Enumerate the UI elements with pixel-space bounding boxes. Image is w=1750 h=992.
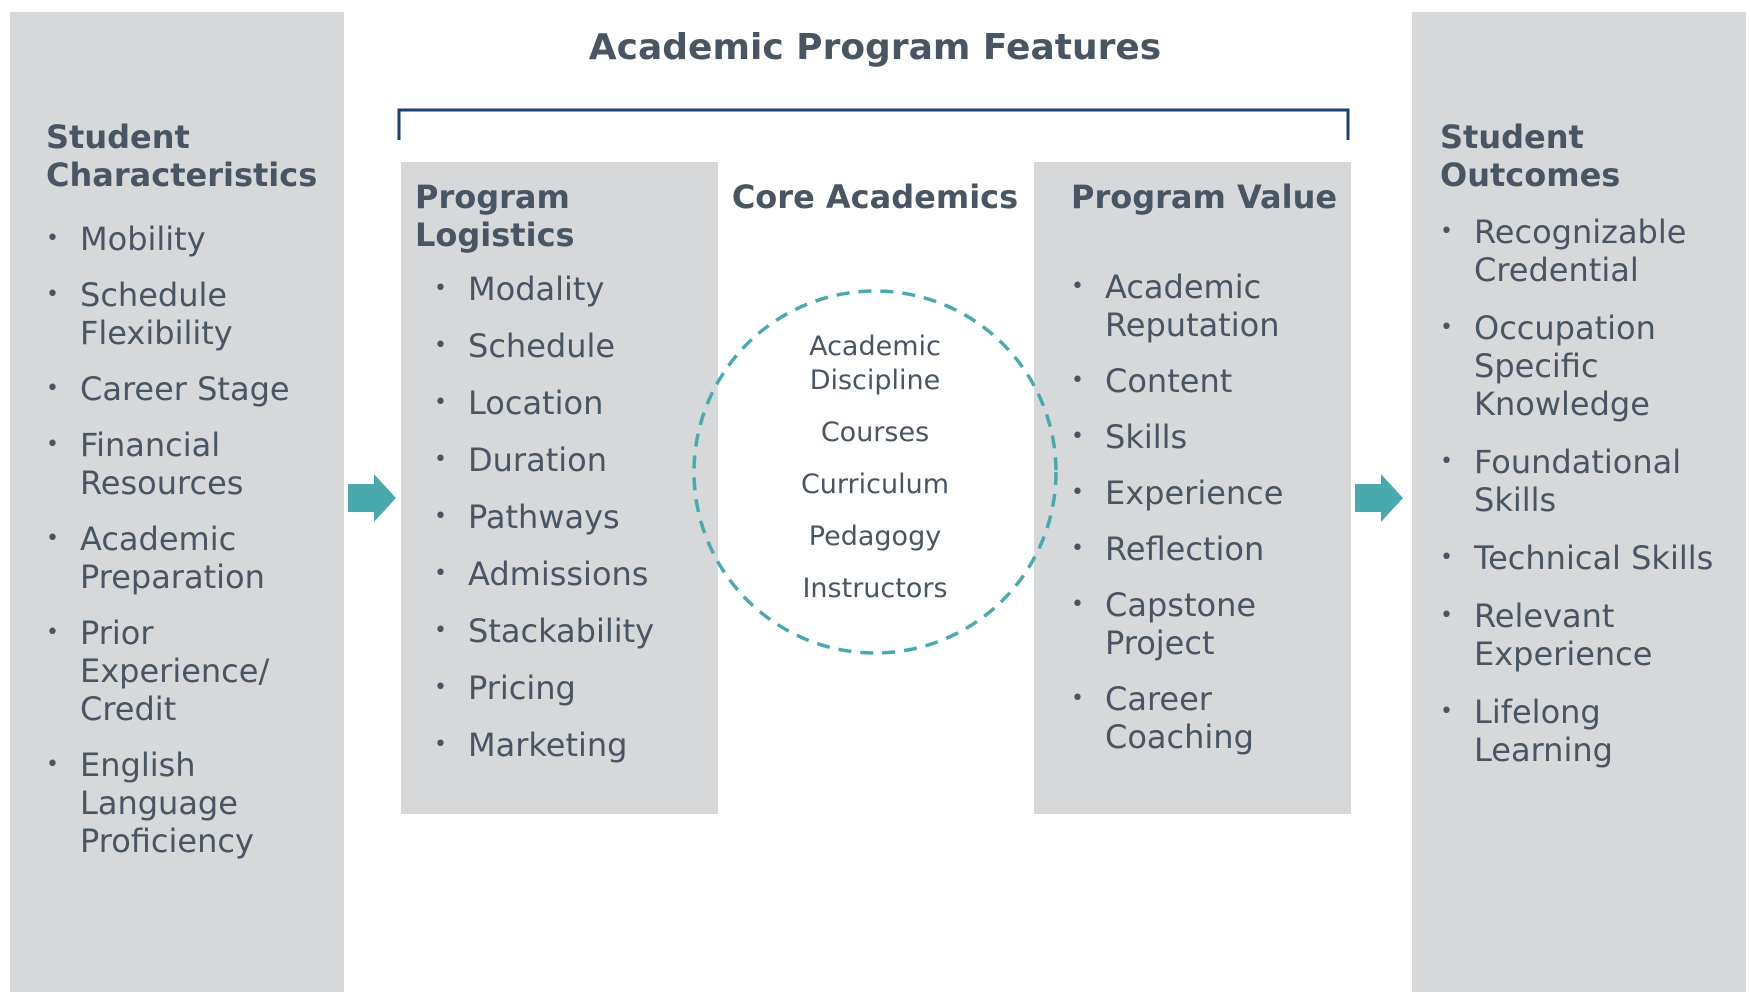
student-outcome-item: • Occupation Specific Knowledge	[1440, 309, 1740, 423]
program-logistics-heading: Program Logistics	[415, 178, 575, 254]
program-value-item: • Experience	[1071, 474, 1341, 512]
program-logistics-item: • Pathways	[434, 498, 709, 536]
student-characteristic-item: • English Language Proficiency	[46, 746, 336, 860]
student-outcome-item: • Recognizable Credential	[1440, 213, 1740, 289]
student-characteristic-item: • Mobility	[46, 220, 336, 258]
program-logistics-item: • Schedule	[434, 327, 709, 365]
program-value-heading: Program Value	[1071, 178, 1338, 216]
student-characteristic-item: • Academic Preparation	[46, 520, 336, 596]
student-characteristic-item: • Career Stage	[46, 370, 336, 408]
program-value-item: • Content	[1071, 362, 1341, 400]
program-value-item: • Skills	[1071, 418, 1341, 456]
core-academics-item: Academic Discipline	[809, 331, 941, 396]
student-characteristic-item: • Prior Experience/ Credit	[46, 614, 336, 728]
program-value-item: • Capstone Project	[1071, 586, 1341, 662]
features-bracket	[399, 110, 1348, 140]
diagram-title: Academic Program Features	[588, 27, 1162, 68]
student-outcome-item: • Technical Skills	[1440, 539, 1740, 577]
program-logistics-item: • Modality	[434, 270, 709, 308]
core-academics-circle	[694, 291, 1056, 653]
program-value-item: • Career Coaching	[1071, 680, 1341, 756]
core-academics-item: Curriculum	[800, 469, 950, 500]
core-academics-item: Pedagogy	[808, 521, 942, 552]
program-logistics-item: • Duration	[434, 441, 709, 479]
student-outcome-item: • Foundational Skills	[1440, 443, 1740, 519]
program-logistics-item: • Admissions	[434, 555, 709, 593]
right-arrow-icon	[348, 474, 396, 522]
student-outcome-item: • Relevant Experience	[1440, 597, 1740, 673]
program-logistics-item: • Pricing	[434, 669, 709, 707]
program-logistics-item: • Marketing	[434, 726, 709, 764]
program-value-item: • Academic Reputation	[1071, 268, 1341, 344]
program-logistics-item: • Location	[434, 384, 709, 422]
core-academics-item: Courses	[820, 417, 930, 448]
program-logistics-item: • Stackability	[434, 612, 709, 650]
student-characteristics-heading: Student Characteristics	[46, 118, 318, 194]
student-characteristic-item: • Schedule Flexibility	[46, 276, 336, 352]
core-academics-heading: Core Academics	[731, 178, 1019, 216]
student-outcome-item: • Lifelong Learning	[1440, 693, 1740, 769]
right-arrow-icon	[1355, 474, 1403, 522]
student-characteristic-item: • Financial Resources	[46, 426, 336, 502]
student-outcomes-heading: Student Outcomes	[1440, 118, 1621, 194]
program-value-item: • Reflection	[1071, 530, 1341, 568]
core-academics-item: Instructors	[802, 573, 948, 604]
